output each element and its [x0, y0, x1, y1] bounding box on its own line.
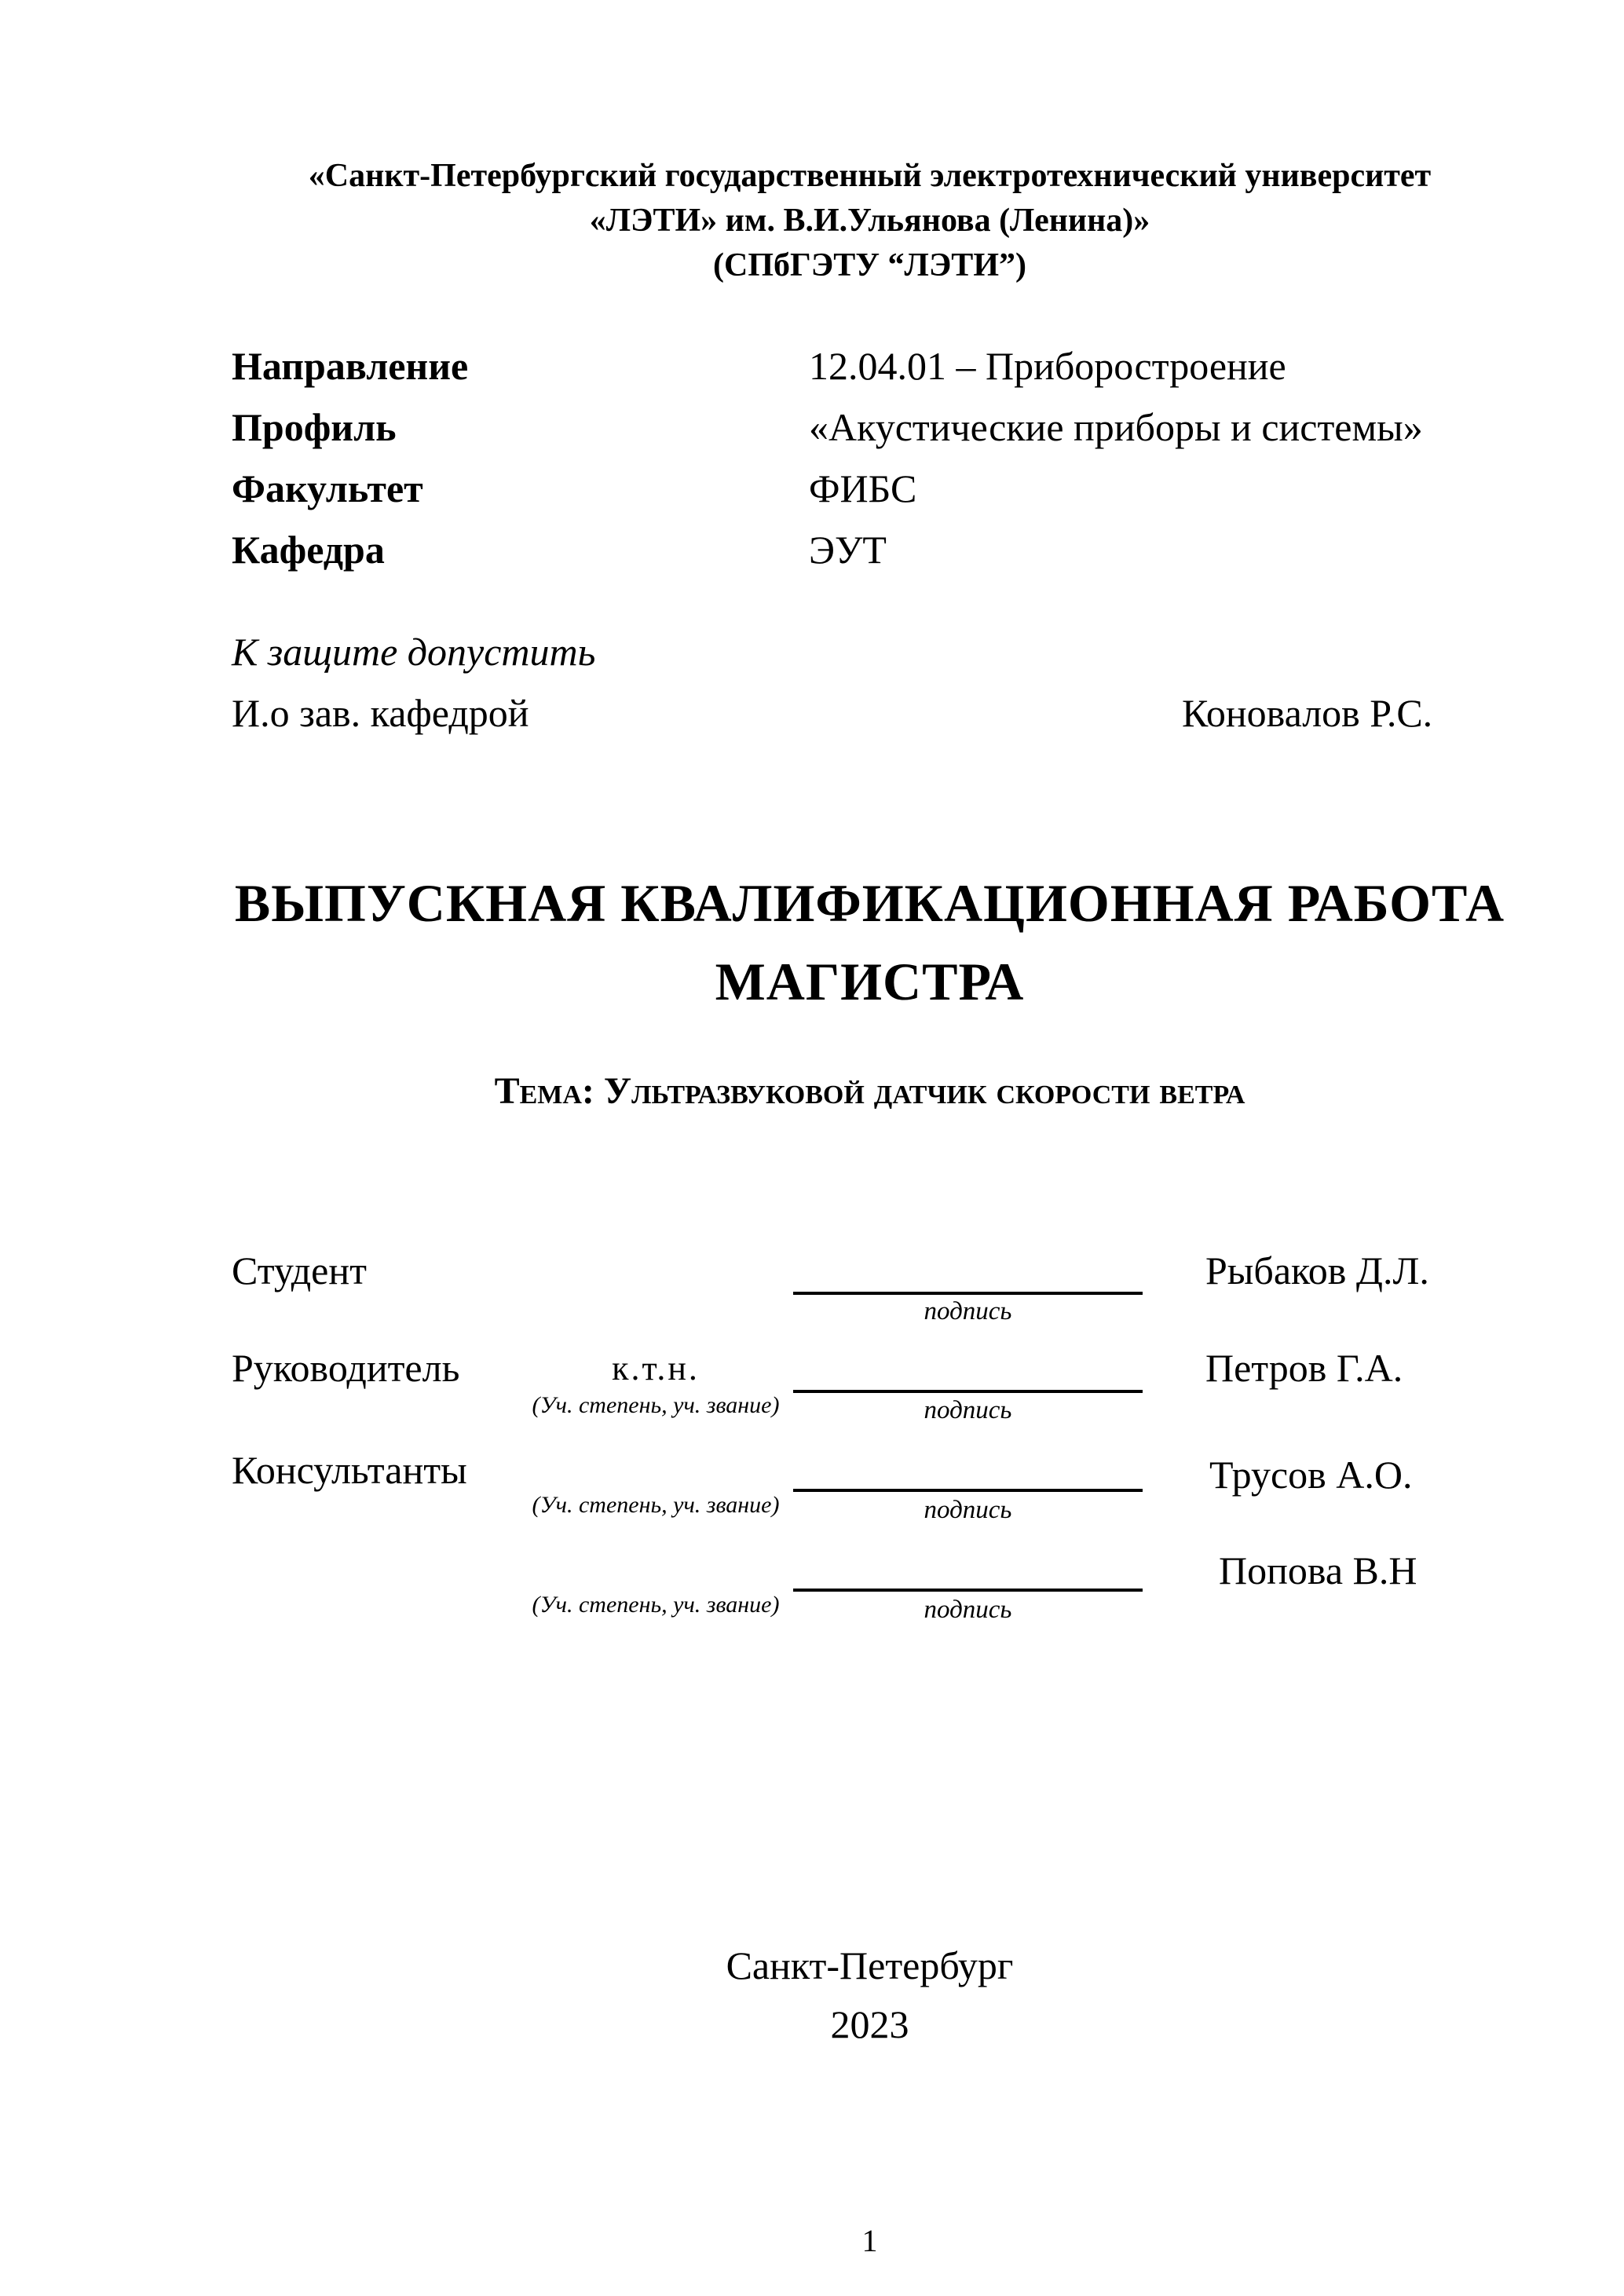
- university-name-line1: «Санкт-Петербургский государственный электротехнический университет: [308, 158, 1432, 194]
- admission-approver-name: Коновалов Р.С.: [1182, 691, 1433, 735]
- signature-name-supervisor: Петров Г.А.: [1205, 1346, 1403, 1390]
- field-value-department: ЭУТ: [809, 528, 887, 572]
- signature-role-consultants: Консультанты: [232, 1448, 467, 1492]
- admission-permit-line: К защите допустить: [232, 630, 596, 674]
- signature-caption-student: подпись: [924, 1297, 1012, 1325]
- university-abbreviation: (СПбГЭТУ “ЛЭТИ”): [713, 247, 1026, 283]
- signature-degree-supervisor: к.т.н.: [612, 1349, 700, 1387]
- admission-role: И.о зав. кафедрой: [232, 691, 529, 735]
- signature-line-consultant2: [793, 1589, 1143, 1592]
- field-label-faculty: Факультет: [232, 466, 423, 510]
- footer-city: Санкт-Петербург: [726, 1943, 1014, 1987]
- signature-name-consultant1: Трусов А.О.: [1209, 1453, 1413, 1497]
- field-label-profile: Профиль: [232, 405, 397, 449]
- field-value-profile: «Акустические приборы и системы»: [809, 405, 1423, 449]
- signature-caption-consultant1: подпись: [924, 1496, 1012, 1524]
- signature-name-consultant2: Попова В.Н: [1219, 1548, 1417, 1592]
- page-number: 1: [861, 2223, 878, 2258]
- university-name-line2: «ЛЭТИ» им. В.И.Ульянова (Ленина)»: [589, 203, 1150, 239]
- field-label-direction: Направление: [232, 344, 469, 388]
- signature-name-student: Рыбаков Д.Л.: [1205, 1249, 1429, 1292]
- work-theme: Тема: Ультразвуковой датчик скорости ветра: [494, 1070, 1245, 1112]
- signature-line-supervisor: [793, 1390, 1143, 1393]
- work-title-line1: ВЫПУСКНАЯ КВАЛИФИКАЦИОННАЯ РАБОТА: [234, 873, 1505, 933]
- field-label-department: Кафедра: [232, 528, 385, 572]
- signature-line-student: [793, 1292, 1143, 1295]
- signature-caption-supervisor: подпись: [924, 1396, 1012, 1424]
- university-header: [232, 154, 1508, 288]
- degree-hint-consultant2: (Уч. степень, уч. звание): [532, 1592, 780, 1618]
- field-value-direction: 12.04.01 – Приборостроение: [809, 344, 1286, 388]
- signature-line-consultant1: [793, 1489, 1143, 1492]
- signature-role-student: Студент: [232, 1249, 367, 1292]
- signature-caption-consultant2: подпись: [924, 1596, 1012, 1624]
- work-title-line2: МАГИСТРА: [715, 952, 1025, 1011]
- degree-hint-consultant1: (Уч. степень, уч. звание): [532, 1492, 780, 1518]
- footer-year: 2023: [830, 2002, 909, 2046]
- signature-role-supervisor: Руководитель: [232, 1346, 460, 1390]
- field-value-faculty: ФИБС: [809, 466, 917, 510]
- degree-hint-supervisor: (Уч. степень, уч. звание): [532, 1392, 780, 1418]
